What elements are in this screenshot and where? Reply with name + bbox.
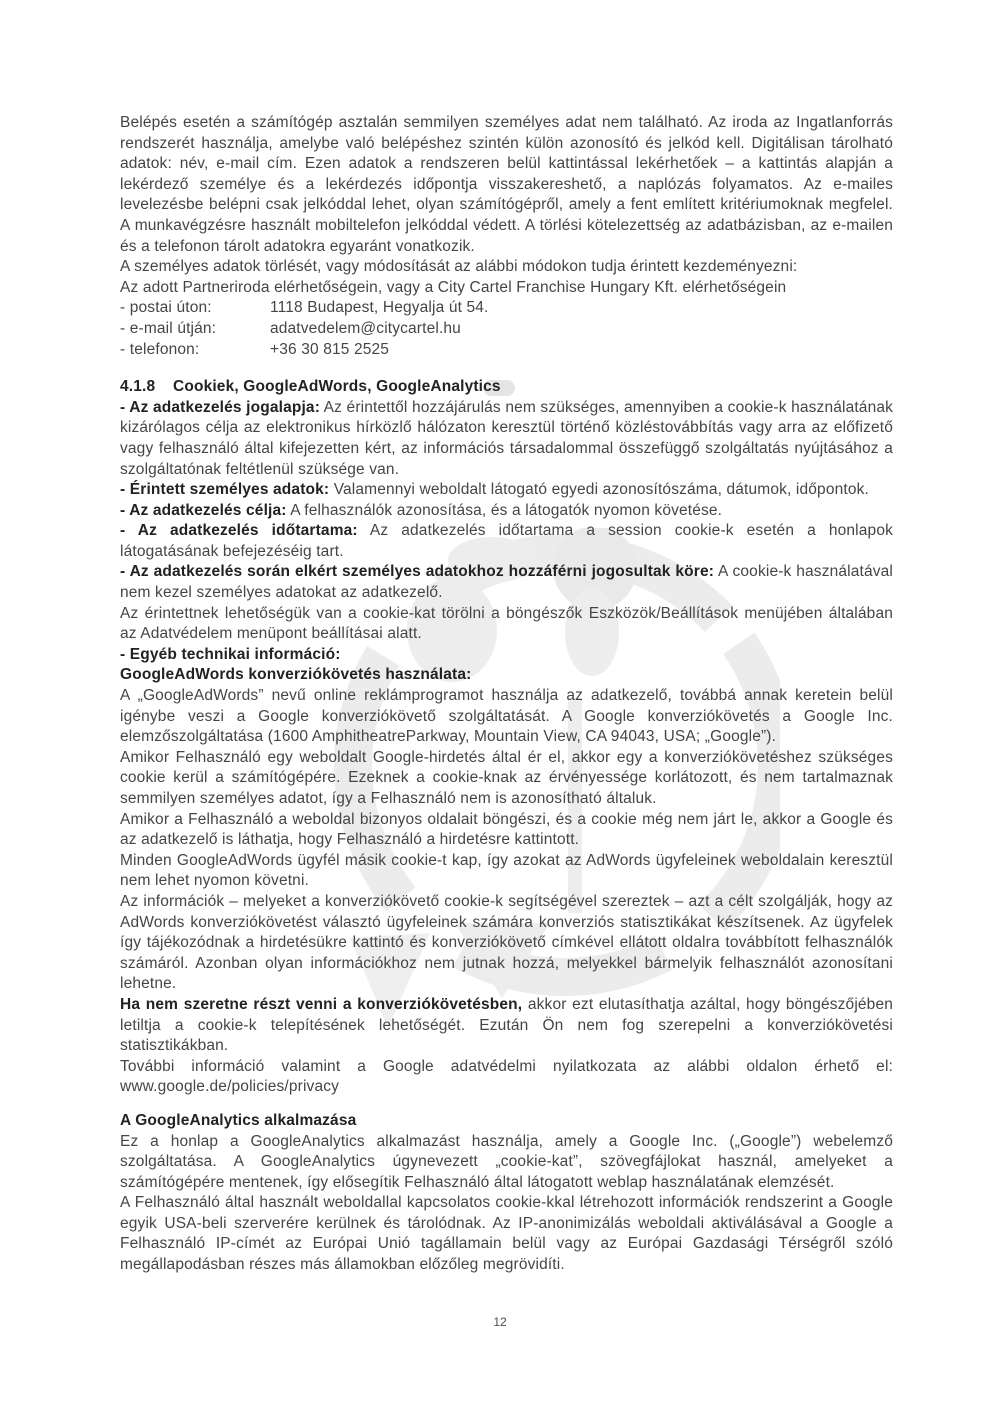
section-number: 4.1.8 xyxy=(120,378,156,396)
paragraph-data-storage: Belépés esetén a számítógép asztalán semmilyen személyes adat nem található. Az iroda az Ingatlanforrás rendszerét használja, amelybe való belépéshez szintén külön azonosító és jelkód kell. Digitálisan tárolható adatok: név, e-mail cím. Ezen adatok a rendszeren belül kattintással lekérhetőek – a kattintás alapján a lekérdező személye és a lekérdezés időpontja visszakereshető, a naplózás folyamatos. Az e-mailes levelezésbe belépni csak jelkóddal lehet, olyan számítógépről, amely a fent említett kritériumoknak megfelel. A munkavégzésre használt mobiltelefon jelkóddal védett. A törlési kötelezettség az adatbázisban, az e-mailen és a telefonon tárolt adatokra egyaránt vonatkozik. xyxy=(120,114,893,255)
page-number: 12 xyxy=(493,1315,507,1329)
contact-value-email-address: adatvedelem@citycartel.hu xyxy=(270,319,461,337)
bullet-legal-basis-text: Az érintettől hozzájárulás nem szükséges, amennyiben a cookie-k használatának kizárólagos célja az elektronikus hírközlő hálózaton keresztül történő közléstovábbítás vagy arra az előfizető vagy felhasználó által kifejezetten kért, az információs társadalommal összefüggő szolgáltatás nyújtásához a szolgáltatónak feltétlenül szüksége van. xyxy=(120,398,894,478)
contact-label-email: - e-mail útján: xyxy=(120,319,217,337)
subheading-other-technical-info: - Egyéb technikai információ: xyxy=(120,645,341,663)
contact-label-phone: - telefonon: xyxy=(120,340,200,358)
paragraph-contact-intro: Az adott Partneriroda elérhetőségein, vagy a City Cartel Franchise Hungary Kft. elérhetőségein xyxy=(120,278,787,296)
contact-value-postal-address: 1118 Budapest, Hegyalja út 54. xyxy=(270,299,489,317)
bullet-duration xyxy=(120,521,893,562)
contact-row-postal xyxy=(120,298,893,319)
bullet-purpose-label: - Az adatkezelés célja: xyxy=(120,501,287,519)
paragraph-optout-text: akkor ezt elutasíthatja azáltal, hogy böngészőjében letiltja a cookie-k telepítésének lehetőségét. Ezután Ön nem fog szerepelni a konverziókövetési statisztikákban. xyxy=(120,995,893,1055)
contact-row-phone xyxy=(120,340,893,361)
contact-label-postal: - postai úton: xyxy=(120,299,212,317)
paragraph-browser-settings: Az érintettnek lehetőségük van a cookie-kat törölni a böngészők Eszközök/Beállítások menüjében általában az Adatvédelem menüpont beállításai alatt. xyxy=(120,604,893,643)
bullet-purpose xyxy=(120,501,893,522)
bullet-duration-label: - Az adatkezelés időtartama: xyxy=(120,522,358,540)
bullet-access-rights-text: A cookie-k használatával nem kezel személyes adatokat az adatkezelő. xyxy=(120,563,893,602)
paragraph-analytics-usage: Ez a honlap a GoogleAnalytics alkalmazást használja, amely a Google Inc. („Google”) webelemző szolgáltatása. A GoogleAnalytics úgynevezett „cookie-kat”, szövegfájlokat használ, amelyeket a számítógépére mentenek, így elősegítik Felhasználó által látogatott weblap használatának elemzését. xyxy=(120,1132,893,1191)
contact-value-phone-number: +36 30 815 2525 xyxy=(270,340,390,358)
bullet-legal-basis-label: - Az adatkezelés jogalapja: xyxy=(120,398,321,416)
google-privacy-url: www.google.de/policies/privacy xyxy=(120,1078,340,1096)
paragraph-adwords-browsing: Amikor a Felhasználó a weboldal bizonyos oldalait böngészi, és a cookie még nem járt le, akkor a Google és az adatkezelő is láthatja, hogy Felhasználó a hirdetésre kattintott. xyxy=(120,810,893,849)
contact-row-email xyxy=(120,319,893,340)
paragraph-adwords-statistics: Az információk – melyeket a konverziókövető cookie-k segítségével szereztek – azt a célt szolgálják, hogy az AdWords konverziókövetést választó ügyfeleinek számára konverziós statisztikákat készítsenek. Az ügyfelek így tájékozódnak a hirdetésükre kattintó és konverziókövető címkével ellátott oldalra továbbított felhasználók számáról. Azonban olyan információkhoz nem jutnak hozzá, melyekkel bármelyik felhasználót azonosítani lehetne. xyxy=(120,892,893,993)
document-content xyxy=(120,113,893,1276)
bullet-personal-data-text: Valamennyi weboldalt látogató egyedi azonosítószáma, dátumok, időpontok. xyxy=(333,481,869,499)
paragraph-analytics-servers: A Felhasználó által használt weboldallal kapcsolatos cookie-kkal létrehozott információk rendszerint a Google egyik USA-beli szerverére kerülnek és tárolódnak. Az IP-anonimizálás weboldali aktiválásával a Google a Felhasználó IP-címét az Európai Unió tagállamain belül vagy az Európai Gazdasági Térségről szóló megállapodásban részes más államokban előzőleg megrövidíti. xyxy=(120,1194,893,1274)
paragraph-adwords-cookie: Amikor Felhasználó egy weboldalt Google-hirdetés által ér el, akkor egy a konverziókövetéshez szükséges cookie kerül a számítógépére. Ezeknek a cookie-knak az érvényessége korlátozott, és nem tartalmaznak semmilyen személyes adatot, így a Felhasználó nem is azonosítható általuk. xyxy=(120,748,893,807)
bullet-legal-basis xyxy=(120,398,893,480)
paragraph-adwords-clients: Minden GoogleAdWords ügyfél másik cookie-t kap, így azokat az AdWords ügyfeleinek weboldalain keresztül nem lehet nyomon követni. xyxy=(120,851,893,890)
heading-google-analytics: A GoogleAnalytics alkalmazása xyxy=(120,1111,357,1129)
bullet-personal-data-label: - Érintett személyes adatok: xyxy=(120,481,330,499)
bullet-access-rights-label: - Az adatkezelés során elkért személyes adatokhoz hozzáférni jogosultak köre: xyxy=(120,563,715,581)
subheading-adwords-conversion: GoogleAdWords konverziókövetés használata: xyxy=(120,666,472,684)
bullet-purpose-text: A felhasználók azonosítása, és a látogatók nyomon követése. xyxy=(290,501,723,519)
paragraph-optout-label: Ha nem szeretne részt venni a konverziókövetésben, xyxy=(120,995,523,1013)
paragraph-deletion-intro: A személyes adatok törlését, vagy módosítását az alábbi módokon tudja érintett kezdeményezni: xyxy=(120,258,798,276)
bullet-personal-data xyxy=(120,480,893,501)
paragraph-optout xyxy=(120,995,893,1057)
bullet-access-rights xyxy=(120,562,893,603)
section-heading-cookies xyxy=(120,377,893,398)
paragraph-adwords-program: A „GoogleAdWords” nevű online reklámprogramot használja az adatkezelő, továbbá annak keretein belül igénybe veszi a Google konverziókövető szolgáltatását. A Google konverziókövetés a Google Inc. elemzőszolgáltatása (1600 AmphitheatreParkway, Mountain View, CA 94043, USA; „Google”). xyxy=(120,687,893,746)
section-title: Cookiek, GoogleAdWords, GoogleAnalytics xyxy=(173,378,501,396)
bullet-duration-text: Az adatkezelés időtartama a session cookie-k esetén a honlapok látogatásának befejezéséig tart. xyxy=(120,522,893,560)
paragraph-more-info: További információ valamint a Google adatvédelmi nyilatkozata az alábbi oldalon érhető el: xyxy=(120,1057,893,1075)
